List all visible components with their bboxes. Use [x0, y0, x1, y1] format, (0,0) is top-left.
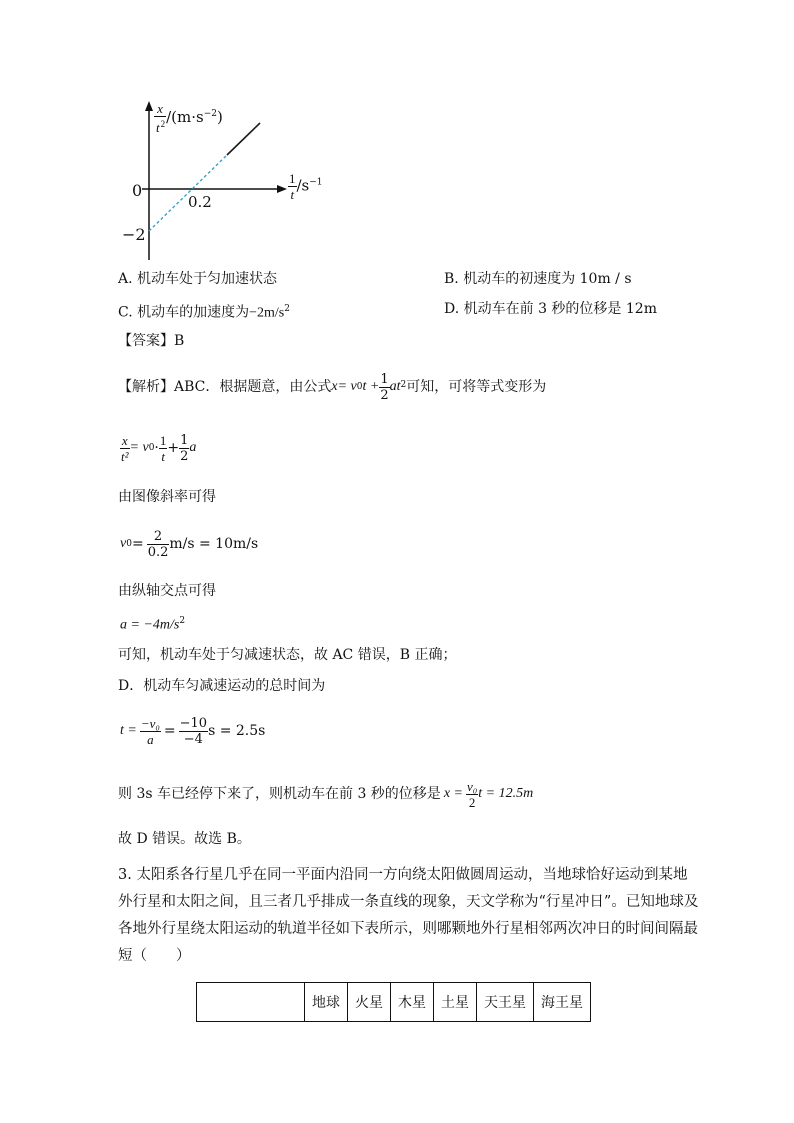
stop-text: 则 3s 车已经停下来了，则机动车在前 3 秒的位移是 [118, 786, 441, 802]
answer-tag: 【答案】 [118, 333, 174, 349]
eq2-lhs: v [120, 536, 127, 551]
option-c-value: −2m/s [249, 305, 285, 321]
y-label-den-var: t [156, 120, 160, 136]
x-axis-label [288, 171, 323, 202]
eq3-text: a = −4m/s [120, 617, 180, 633]
half-num: 1 [380, 371, 389, 387]
stop-frac-num: v₀ [466, 778, 478, 794]
analysis-tag: 【解析】 [118, 379, 174, 395]
orbit-table [196, 982, 591, 1022]
analysis-line1-a: ABC．根据题意，由公式 [174, 379, 332, 395]
option-d: D. 机动车在前 3 秒的位移是 12m [444, 301, 657, 317]
formula-at: at [389, 379, 401, 394]
stop-formula-b: t = 12.5m [478, 786, 534, 801]
eq1-frac2 [159, 433, 168, 464]
formula-t: t + [362, 379, 380, 394]
table-cell-empty [197, 983, 305, 1022]
eq2-sub: 0 [126, 539, 132, 549]
eq1-mid: = v [129, 440, 149, 455]
y-axis-arrow [145, 101, 153, 111]
eq4-lhs: t = [120, 723, 137, 738]
eq2-den: 0.2 [147, 544, 169, 560]
option-a: A. 机动车处于匀加速状态 [118, 271, 278, 287]
y-label-den-exp: 2 [160, 119, 166, 129]
table-cell-saturn: 土星 [434, 983, 477, 1022]
analysis-line1-b: 可知，可将等式变形为 [406, 379, 547, 395]
y-label-den [154, 117, 166, 135]
eq2-eq: = [131, 536, 144, 552]
formula-v: = v [337, 379, 357, 394]
question-3-line-4: 短（ ） [118, 948, 191, 964]
stop-frac-den: 2 [468, 794, 476, 810]
eq3-exp: 2 [179, 616, 186, 626]
x-axis-label-fraction [288, 171, 297, 202]
table-cell-jupiter: 木星 [391, 983, 434, 1022]
table-cell-uranus: 天王星 [477, 983, 534, 1022]
final-text: 故 D 错误。故选 B。 [118, 831, 251, 847]
option-c-prefix: C. 机动车的加速度为 [118, 304, 250, 321]
eq1-plus: + [167, 440, 180, 456]
intercept-text: 由纵轴交点可得 [118, 583, 216, 599]
table-header-row [197, 983, 591, 1022]
question-3-line-1: 3. 太阳系各行星几乎在同一平面内沿同一方向绕太阳做圆周运动，当地球恰好运动到某地 [118, 867, 688, 883]
eq1-sub: 0 [148, 443, 155, 453]
eq1-frac2-num: 1 [159, 432, 167, 448]
table-cell-earth: 地球 [305, 983, 348, 1022]
formula-x: x [331, 379, 338, 394]
eq4-den2: −4 [183, 731, 203, 747]
slope-text: 由图像斜率可得 [118, 489, 216, 505]
x-label-num: 1 [289, 171, 296, 186]
equation-2 [120, 526, 258, 562]
eq4-eq: = [163, 723, 176, 739]
option-c [118, 300, 290, 323]
table-cell-mars: 火星 [348, 983, 391, 1022]
eq1-frac3-den: 2 [180, 448, 189, 464]
eq4-rhs: s = 2.5s [208, 723, 266, 739]
question-3-line-2: 外行星和太阳之间，且三者几乎排成一条直线的现象，天文学称为“行星冲日”。已知地球及 [118, 894, 699, 910]
x-axis-unit-exp: −1 [309, 177, 323, 188]
solid-line [227, 123, 260, 155]
d-intro: D．机动车匀减速运动的总时间为 [118, 678, 326, 694]
eq1-dot: · [154, 440, 159, 456]
eq1-frac3 [179, 433, 189, 464]
origin-label: 0 [132, 181, 143, 200]
eq1-end: a [189, 440, 197, 455]
y-axis-label [154, 101, 223, 135]
eq2-num: 2 [147, 529, 170, 545]
eq1-den: t² [121, 448, 129, 464]
analysis-line-1 [118, 370, 546, 404]
y-label-num: x [154, 101, 166, 117]
x-axis-arrow [277, 185, 287, 193]
eq4-num: −v₀ [140, 715, 160, 731]
eq2-frac [147, 529, 170, 560]
formula-v-sub: 0 [356, 382, 363, 392]
eq1-frac2-den: t [161, 448, 165, 464]
formula-at-exp: 2 [400, 380, 407, 390]
stop-formula-a: x = [443, 786, 463, 801]
table-cell-neptune: 海王星 [534, 983, 591, 1022]
answer-value: B [174, 333, 185, 349]
x-intercept-label: 0.2 [188, 193, 212, 211]
conclusion-1: 可知，机动车处于匀减速状态，故 AC 错误，B 正确； [118, 647, 457, 663]
y-axis-unit-exp: −2 [203, 109, 218, 120]
question-3-line-3: 各地外行星绕太阳运动的轨道半径如下表所示，则哪颗地外行星相邻两次冲日的时间间隔最 [118, 921, 698, 937]
option-b: B. 机动车的初速度为 10m / s [444, 271, 632, 287]
half-den: 2 [380, 387, 389, 403]
eq2-rhs: m/s = 10m/s [169, 536, 259, 552]
formula-half [379, 372, 389, 403]
x-label-den: t [290, 187, 295, 202]
option-c-exp: 2 [284, 304, 290, 314]
equation-1 [120, 430, 196, 466]
stop-line [118, 775, 533, 813]
y-axis-unit: /(m·s [166, 108, 204, 127]
equation-4 [120, 712, 265, 750]
stop-frac [466, 779, 478, 810]
y-axis-label-fraction [154, 101, 166, 135]
answer-line [118, 332, 184, 350]
eq4-den: a [147, 731, 154, 747]
eq1-frac3-num: 1 [180, 432, 189, 448]
equation-3 [120, 612, 185, 635]
y-axis-unit-close: ) [217, 108, 223, 127]
eq1-frac [120, 433, 130, 464]
graph-figure [120, 95, 350, 265]
eq1-num: x [121, 432, 128, 448]
eq4-frac [140, 716, 161, 747]
eq4-frac2 [179, 716, 208, 747]
eq4-num2: −10 [179, 715, 208, 731]
y-intercept-label: −2 [122, 225, 146, 244]
x-axis-unit: /s [296, 176, 310, 195]
question-3 [118, 862, 698, 970]
